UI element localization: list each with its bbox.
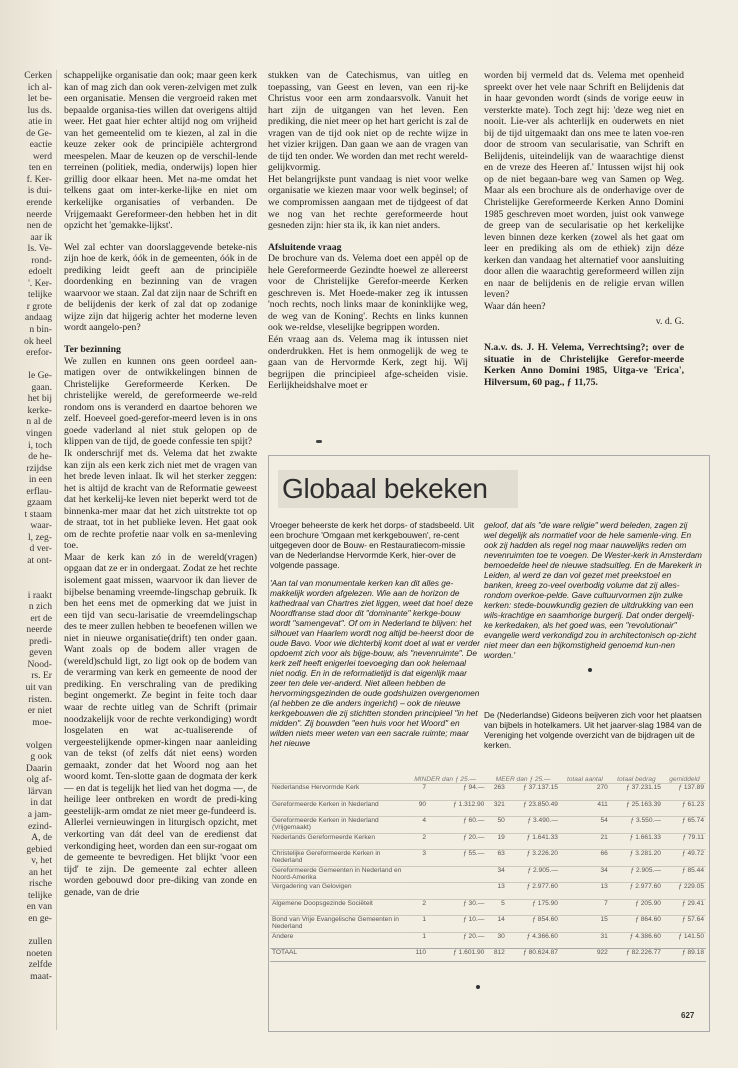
total-count: 34 bbox=[560, 866, 610, 883]
margin-fragment: i, toch bbox=[28, 439, 52, 451]
margin-fragment: f. Ker- bbox=[26, 173, 52, 185]
margin-fragment: nen de bbox=[26, 220, 52, 232]
amount-less: ƒ 30.— bbox=[428, 899, 486, 916]
header-total-count: totaal aantal bbox=[566, 776, 603, 783]
total-amount: ƒ 2.905.— bbox=[610, 866, 663, 883]
table-row bbox=[270, 817, 706, 834]
margin-fragment: a jam- bbox=[27, 809, 52, 820]
count-less bbox=[404, 883, 428, 900]
article-column-3 bbox=[484, 70, 684, 440]
article-column-2 bbox=[268, 70, 468, 440]
count-more: 50 bbox=[486, 817, 507, 834]
divider-mark bbox=[316, 440, 322, 443]
amount-more: ƒ 37.137.15 bbox=[507, 784, 560, 801]
average: ƒ 229.05 bbox=[663, 883, 706, 900]
section-heading: Ter bezinning bbox=[64, 344, 121, 356]
margin-fragment: A, de bbox=[31, 832, 52, 844]
count-more: 34 bbox=[486, 866, 507, 883]
total-count: 411 bbox=[560, 800, 610, 817]
table-row bbox=[270, 850, 706, 867]
church-name: Algemene Doopsgezinde Sociëteit bbox=[270, 899, 404, 916]
church-name: Gereformeerde Gemeenten in Nederland en Noord-Amerika bbox=[270, 866, 404, 883]
amount-more: ƒ 175.90 bbox=[507, 899, 560, 916]
count-less: 4 bbox=[404, 817, 428, 834]
church-name: Gereformeerde Kerken in Nederland (Vrijgemaakt) bbox=[270, 817, 404, 834]
total-amount: ƒ 205.90 bbox=[610, 899, 663, 916]
count-less: 1 bbox=[404, 916, 428, 933]
amount-less: ƒ 1.601.90 bbox=[428, 949, 486, 962]
margin-fragment: ls. Ve- bbox=[27, 243, 52, 255]
church-name: Gereformeerde Kerken in Nederland bbox=[270, 800, 404, 817]
paragraph: stukken van de Catechismus, van uitleg en toepassing, van Geest en leven, van een rij-ke Christus voor een arm zondaarsvolk. Vanuit het hart zijn de uitgangen van het leven. Een prediking, die niet meer op het hart gericht is zal de vragen van de tijd ook niet op de rechte wijze in het vizier krijgen. Dan gaan we aan de vragen van de tijd ten onder. We worden dan met recht wereld-gelijkvormig. bbox=[268, 70, 468, 174]
margin-fragment: n al de bbox=[26, 416, 52, 428]
amount-less: ƒ 94.— bbox=[428, 784, 486, 801]
margin-fragment: rische bbox=[29, 878, 52, 890]
amount-more: ƒ 23.850.49 bbox=[507, 800, 560, 817]
church-name: Nederlandse Hervormde Kerk bbox=[270, 784, 404, 801]
margin-fragment: telijke bbox=[28, 289, 52, 301]
count-more: 14 bbox=[486, 916, 507, 933]
header-more-than-25: MEER dan ƒ 25.— bbox=[495, 776, 551, 783]
margin-fragment: erflau- bbox=[26, 485, 52, 497]
box-left-column bbox=[270, 520, 480, 770]
total-count: 270 bbox=[560, 784, 610, 801]
count-less: 2 bbox=[404, 899, 428, 916]
total-count: 15 bbox=[560, 916, 610, 933]
margin-fragment: rs. Er bbox=[31, 670, 52, 682]
paragraph: We zullen en kunnen ons geen oordeel aan-matigen over de ontwikkelingen binnen de Christelijke Gereformeerde Kerken. De christelijke wereld, de gereformeerde we-reld rondom ons is veranderd en daartoe behoren we zelf. Hoeveel goed-gerefor-meerd leven is in ons goede vaderland al niet stuk gelopen op de klippen van de tijd, de goede confessie ten spijt? bbox=[64, 355, 257, 448]
margin-fragment: geven bbox=[29, 647, 52, 659]
margin-fragment: l, zeg- bbox=[28, 531, 52, 543]
amount-less: ƒ 1.312.90 bbox=[428, 800, 486, 817]
total-amount: ƒ 25.163.39 bbox=[610, 800, 663, 817]
section-heading: Afsluitende vraag bbox=[268, 241, 342, 253]
amount-more: ƒ 3.490.— bbox=[507, 817, 560, 834]
margin-fragment: i raakt bbox=[27, 589, 52, 601]
amount-less: ƒ 10.— bbox=[428, 916, 486, 933]
margin-fragment: predi- bbox=[29, 635, 52, 647]
margin-fragment: kerke- bbox=[27, 404, 52, 416]
amount-more: ƒ 1.641.33 bbox=[507, 833, 560, 850]
average: ƒ 89.18 bbox=[663, 949, 706, 962]
count-more: 5 bbox=[486, 899, 507, 916]
church-header bbox=[270, 776, 404, 784]
margin-fragment bbox=[0, 728, 56, 740]
total-amount: ƒ 82.226.77 bbox=[610, 949, 663, 962]
margin-fragment: n zich bbox=[28, 601, 52, 613]
margin-fragment: werd bbox=[32, 150, 52, 162]
margin-fragment: neerde bbox=[26, 624, 52, 636]
margin-fragment: le Ge- bbox=[28, 370, 52, 382]
margin-fragment: de he- bbox=[28, 451, 52, 463]
margin-fragment: en ge- bbox=[28, 912, 52, 924]
paragraph: Eén vraag aan ds. Velema mag ik intussen niet onderdrukken. Het is hem onmogelijk de weg te gaan van de Hervormde Kerk, zegt hij. Wij begrijpen die principieel afge-scheiden visie. Eerlijkheidshalve moet er bbox=[268, 334, 468, 392]
margin-fragment: waar- bbox=[30, 520, 52, 532]
margin-fragment: eactie bbox=[29, 139, 52, 151]
average: ƒ 137.89 bbox=[663, 784, 706, 801]
average: ƒ 85.44 bbox=[663, 866, 706, 883]
margin-fragment: is dui- bbox=[27, 185, 52, 197]
count-more: 30 bbox=[486, 932, 507, 949]
margin-fragment: Cerken bbox=[24, 70, 52, 81]
header-average: gemiddeld bbox=[669, 776, 700, 783]
gideons-paragraph: De (Nederlandse) Gideons beijveren zich voor het plaatsen van bijbels in hotelkamers. Uit het jaarver-slag 1984 van de Vereniging het volgende overzicht van de bijdragen uit de kerken. bbox=[484, 710, 702, 750]
margin-fragment: andaag bbox=[24, 312, 52, 324]
margin-fragment: er niet bbox=[27, 705, 52, 717]
margin-fragment: ich al- bbox=[27, 81, 52, 93]
margin-fragment: lus ds. bbox=[27, 104, 52, 116]
paragraph: Maar de kerk kan zó in de wereld(vragen) opgaan dat ze er in ondergaat. Zodat ze het rechte isolement gaat missen, waarvoor ik dan liever de bijbelse benaming vreemde-lingschap gebruik. Ik ben het eens met de opmerking dat we juist in een tijd van secu-larisatie de vreemdelingschap des te meer zullen hebben te beoefenen willen we niet in nieuwe organisatie(drift) ten onder gaan. Want zoals op de bodem aller vragen de (wereld)schuld ligt, zo ligt ook op de bodem van de verarming van kerk en gemeente de nood der prediking. En verschraling van de prediking begint ongemerkt. Ze begint in feite toch daar waar de rechte uitleg van de Schrift (primair noodzakelijk voor de rechte verkondiging) wordt losgelaten en wat ac-tualiserende of vergeestelijkende opmer-kingen naar aanleiding van de tekst (of zelfs dát niet eens) worden gemaakt, zonder dat het Woord nog aan het woord komt. Ten-slotte gaan de dogmata der kerk — en dat is tegelijk het lied van het dogma —, de heilige leer ontbreken en wordt de predi-king geestelijk-arm omdat ze niet meer ge-fundeerd is. bbox=[64, 551, 257, 817]
margin-fragment: gzaam bbox=[26, 497, 52, 509]
total-count: 13 bbox=[560, 883, 610, 900]
page-number: 627 bbox=[681, 1011, 695, 1020]
table-header-row bbox=[270, 776, 706, 784]
margin-fragment: ert de bbox=[30, 612, 52, 624]
total-count: 7 bbox=[560, 899, 610, 916]
total-amount: ƒ 4.386.60 bbox=[610, 932, 663, 949]
count-less: 110 bbox=[404, 949, 428, 962]
total-amount: ƒ 2.977.60 bbox=[610, 883, 663, 900]
margin-fragment: vingen bbox=[25, 427, 52, 439]
margin-fragment: noeten bbox=[26, 947, 52, 959]
paragraph: worden bij vermeld dat ds. Velema met openheid spreekt over het vele naar Schrift en Belijdenis dat in haar gevonden wordt (sinds de vorige eeuw in versterkte mate). Toch zegt hij: 'deze weg niet en nooit. Lie-ver als achterlijk en ouderwets en niet bij de tijd uitgemaakt dan ons mee te laten voe-ren door de stroom van secularisatie, van Schrift en Belijdenis, uiteindelijk van de waarachtige dienst en de vreze des Heeren af.' Intussen wijst hij ook op de niet begaan-bare weg van Samen op Weg. Maar als een brochure als de onderhavige over de Christelijke Gereformeerde Kerken Anno Domini 1985 geschreven moet worden, juist ook vanwege de greep van de secularisatie op het kerkelijke leven binnen deze kerken (zowel als het gaat om leer en prediking als om de ethiek) zijn déze kerken dan vandaag het alternatief voor aansluiting door allen die waarachtig gereformeerd willen zijn en naar de belijdenis en de religie ervan willen leven? bbox=[484, 70, 684, 301]
margin-fragment: ten en bbox=[28, 162, 52, 174]
amount-less bbox=[428, 883, 486, 900]
margin-fragment: neerde bbox=[26, 208, 52, 220]
count-more: 63 bbox=[486, 850, 507, 867]
church-name: Bond van Vrije Evangelische Gemeenten in Nederland bbox=[270, 916, 404, 933]
margin-fragment: in dat bbox=[30, 797, 52, 809]
average: ƒ 141.50 bbox=[663, 932, 706, 949]
margin-fragment: d ver- bbox=[29, 543, 52, 555]
average: ƒ 49.72 bbox=[663, 850, 706, 867]
amount-more: ƒ 4.366.60 bbox=[507, 932, 560, 949]
total-count: 922 bbox=[560, 949, 610, 962]
margin-fragment: gebied bbox=[26, 843, 52, 855]
margin-fragment: Daarin bbox=[25, 762, 52, 774]
margin-fragment: het bij bbox=[27, 393, 52, 405]
margin-fragment: let be- bbox=[27, 93, 52, 105]
article-column-1 bbox=[64, 70, 257, 1030]
margin-fragment: gaan. bbox=[31, 381, 52, 393]
header-less-than-25: MINDER dan ƒ 25.— bbox=[414, 776, 477, 783]
count-less bbox=[404, 866, 428, 883]
paragraph: De brochure van ds. Velema doet een appèl op de hele Gereformeerde Gezindte hoewel ze allereerst voor de Christelijke Gerefor-meerde Kerken geschreven is. Met Hoede-maker zeg ik intussen 'noch rechts, noch links maar de koninklijke weg, de weg van de Koning'. Rechts en links kunnen ook we-reldse, vleselijke begrippen worden. bbox=[268, 253, 468, 334]
church-name: TOTAAL bbox=[270, 949, 404, 962]
table-row bbox=[270, 833, 706, 850]
margin-fragment: aar ik bbox=[30, 231, 52, 243]
box-quote-continued: geloof, dat als "de ware religie" werd beleden, zagen zij wel degelijk als normatief voor de hele samenle-ving. En ook zij hadden als regel nog maar nauwelijks reden om nevenruimten toe te voegen. De Wester-kerk in Amsterdam bemoedelde heel de nieuwe stadsuitleg. En de Marekerk in Leiden, al werd ze dan vol gezet met preekstoel en banken, kreeg zo-veel overbodig volume dat zij alles-rondom overkoe-pelde. Gave cultuurvormen zijn zulke kerken: stede-bouwkundig gezien de uitdrukking van een wils-krachtige en saamhorige burgerij. Dat onder dergelij-ke kerkedaken, als het goed was, een "revolutionair" evangelie werd verkondigd zou in architectonisch op-zicht niet meer dan een bijkomstigheid genoemd kun-nen worden.' bbox=[484, 520, 702, 660]
book-reference: N.a.v. ds. J. H. Velema, Verrechtsing?; over de situatie in de Christelijke Gerefor-meerde Kerken Anno Domini 1985, Uitga-ve 'Erica', Hilversum, 60 pag., ƒ 11,75. bbox=[484, 342, 684, 388]
count-less: 2 bbox=[404, 833, 428, 850]
margin-fragment bbox=[0, 567, 56, 579]
margin-fragment bbox=[0, 359, 56, 371]
count-less: 7 bbox=[404, 784, 428, 801]
margin-fragment: telijke bbox=[28, 889, 52, 901]
margin-fragment: ok heel bbox=[24, 335, 52, 347]
margin-fragment: en van bbox=[26, 901, 52, 913]
table-row bbox=[270, 899, 706, 916]
total-count: 21 bbox=[560, 833, 610, 850]
margin-fragment: at ont- bbox=[27, 554, 52, 566]
count-more: 19 bbox=[486, 833, 507, 850]
paragraph: Het belangrijkste punt vandaag is niet voor welke organisatie we kiezen maar voor welk beginsel; of we compromissen aangaan met de tijdgeest of dat we nog van het rechte gereformeerde hout gesneden zijn: hier sta ik, ik kan niet anders. bbox=[268, 173, 468, 232]
amount-more: ƒ 3.226.20 bbox=[507, 850, 560, 867]
margin-fragment: n bin- bbox=[29, 324, 52, 336]
average: ƒ 79.11 bbox=[663, 833, 706, 850]
amount-more: ƒ 854.60 bbox=[507, 916, 560, 933]
amount-less bbox=[428, 866, 486, 883]
paragraph: Wel zal echter van doorslaggevende beteke-nis zijn hoe de kerk, óók in de gemeenten, óók in de prediking leidt geeft aan de principiële doordenking en bezinning van de vragen waarvoor we staan. Zal dat zijn naar de Schrift en de belijdenis der kerk of zal dat op zodanige wijze zijn dat hijgerig achter het moderne leven wordt aangelo-pen? bbox=[64, 241, 257, 334]
margin-fragment: lärvan bbox=[28, 785, 52, 797]
previous-page-margin-fragments bbox=[0, 70, 57, 1030]
total-amount: ƒ 864.60 bbox=[610, 916, 663, 933]
margin-fragment: '. Ker- bbox=[28, 277, 52, 289]
paragraph: Ik onderschrijf met ds. Velema dat het zwakte kan zijn als een kerk zich niet met de vragen van het brede leven inlaat. Ik wil het sterker zeggen: het is altijd de kracht van de Reformatie geweest dat het kerkelij-ke leven niet beperkt werd tot de binnenka-mer maar dat het zich uitstrekte tot op de straat, tot in het publieke leven. Het gaat ook om de rechte profetie naar volk en sa-menleving toe. bbox=[64, 447, 257, 552]
margin-fragment: moe- bbox=[32, 716, 52, 728]
box-right-column bbox=[484, 520, 702, 770]
margin-fragment: rzijdse bbox=[26, 462, 52, 474]
church-name: Andere bbox=[270, 932, 404, 949]
box-intro: Vroeger beheerste de kerk het dorps- of stadsbeeld. Uit een brochure 'Omgaan met kerkgebouwen', re-cent uitgegeven door de Bouw- en Restauratiecom-missie van de Nederlandse Hervormde Kerk, hier-over de volgende passage. bbox=[270, 520, 475, 570]
table-row bbox=[270, 932, 706, 949]
bullet-mark bbox=[588, 668, 592, 672]
total-count: 66 bbox=[560, 850, 610, 867]
amount-less: ƒ 55.— bbox=[428, 850, 486, 867]
count-more: 13 bbox=[486, 883, 507, 900]
table-total-row bbox=[270, 949, 706, 962]
margin-fragment: risten. bbox=[28, 693, 52, 705]
margin-fragment: erende bbox=[26, 197, 52, 209]
amount-more: ƒ 2.905.— bbox=[507, 866, 560, 883]
amount-more: ƒ 80.624.87 bbox=[507, 949, 560, 962]
paragraph: schappelijke organisatie dan ook; maar geen kerk kan of mag zich dan ook veren-zelvigen met zulk een organisatie. Mensen die vergroeid raken met bepaalde organisa-ties willen dat overigens altijd weer. Het gaat hier echter altijd nog om vrijheid van het gemeentelid om te kiezen, al zal in die keuze zeker ook de principiële achtergrond meespelen. Maar de keuzen op de verschil-lende terreinen (politiek, media, onderwijs) lopen hier grillig door elkaar heen. Met na-me omdat het telkens gaat om inter-kerke-lijke en niet om kerkelijke organisaties of verbanden. De Vrijgemaakt Gereformeer-den hebben het in dit opzicht het 'gemakke-lijkst'. bbox=[64, 70, 257, 232]
table-row bbox=[270, 866, 706, 883]
total-amount: ƒ 37.231.15 bbox=[610, 784, 663, 801]
margin-fragment: g ook bbox=[30, 751, 52, 763]
margin-fragment: an het bbox=[28, 866, 52, 878]
margin-fragment: v, het bbox=[31, 855, 52, 867]
average: ƒ 61.23 bbox=[663, 800, 706, 817]
church-name: Vergadering van Gelovigen bbox=[270, 883, 404, 900]
count-less: 3 bbox=[404, 850, 428, 867]
margin-fragment: uit van bbox=[25, 681, 52, 693]
box-quote: 'Aan tal van monumentale kerken kan dit alles ge-makkelijk worden afgelezen. Wie aan de horizon de kathedraal van Chartres ziet liggen, weet dat hoe! deze Noordfranse stad door dit "dominante" kerkge-bouw wordt "samengevat". Of om in Nederland te blijven: het silhouet van Haarlem wordt nog altijd be-heerst door de oude Bavo. Voor wie dichterbij komt doet al wat er verder opdoemt zich voor als bijge-bouw, als "nevenruimte". De kerk zelf heeft enigerlei toevoeging dan ook helemaal niet nodig. En in de reformatietijd is dat eigenlijk maar zeer ten dele ver-anderd. Niet alleen hebben de hervormingsgezinden de oude godshuizen overgenomen (al hebben ze die anders ingericht) – ook de nieuwe kerkgebouwen die zij stichtten stonden principieel "in het midden". Zij bouwden "een huis voor het Woord" en wilden niets meer weten van een sacrale ruimte; maar het nieuwe bbox=[270, 578, 480, 748]
margin-fragment: zelfde bbox=[28, 959, 52, 971]
margin-fragment: ezind- bbox=[28, 820, 52, 832]
total-amount: ƒ 1.661.33 bbox=[610, 833, 663, 850]
total-count: 31 bbox=[560, 932, 610, 949]
margin-fragment: de Ge- bbox=[26, 127, 52, 139]
margin-fragment: r grote bbox=[26, 300, 52, 312]
count-more: 263 bbox=[486, 784, 507, 801]
bullet-mark bbox=[476, 985, 480, 989]
paragraph: Allerlei vernieuwingen in liturgisch opzicht, met verkorting van dát deel van de eredienst dat verkondiging heet, worden dan een sur-rogaat om de gemeente te bevredigen. Het blijkt 'voor een tijd' te zijn. De gemeente zal echter alleen worden gebouwd door pre-diking van zonde en genade, van de drie bbox=[64, 817, 257, 898]
church-name: Nederlands Gereformeerde Kerken bbox=[270, 833, 404, 850]
table-row bbox=[270, 916, 706, 933]
margin-fragment: in een bbox=[28, 474, 52, 486]
header-total-amount: totaal bedrag bbox=[617, 776, 656, 783]
count-more: 812 bbox=[486, 949, 507, 962]
margin-fragment: maat- bbox=[30, 970, 52, 982]
amount-less: ƒ 60.— bbox=[428, 817, 486, 834]
margin-fragment: volgen bbox=[25, 739, 52, 751]
author-signature: v. d. G. bbox=[655, 316, 684, 328]
average: ƒ 65.74 bbox=[663, 817, 706, 834]
table-row bbox=[270, 883, 706, 900]
margin-fragment: rond- bbox=[31, 254, 52, 266]
margin-fragment bbox=[0, 924, 56, 936]
closing-question: Waar dán heen? bbox=[484, 300, 546, 312]
margin-fragment: zullen bbox=[28, 936, 52, 948]
box-title: Globaal bekeken bbox=[282, 473, 488, 504]
margin-fragment: atie in bbox=[28, 116, 52, 128]
amount-more: ƒ 2.977.60 bbox=[507, 883, 560, 900]
amount-less: ƒ 20.— bbox=[428, 932, 486, 949]
margin-fragment bbox=[0, 578, 56, 590]
count-less: 1 bbox=[404, 932, 428, 949]
margin-fragment: erefor- bbox=[26, 347, 52, 359]
margin-fragment: t staam bbox=[24, 508, 52, 520]
gideons-contributions-table bbox=[270, 776, 706, 962]
total-amount: ƒ 3.281.20 bbox=[610, 850, 663, 867]
total-amount: ƒ 3.550.— bbox=[610, 817, 663, 834]
margin-fragment: olg af- bbox=[26, 774, 52, 786]
count-less: 90 bbox=[404, 800, 428, 817]
margin-fragment: Nood- bbox=[27, 658, 52, 670]
church-name: Christelijke Gereformeerde Kerken in Nederland bbox=[270, 850, 404, 867]
count-more: 321 bbox=[486, 800, 507, 817]
table-row bbox=[270, 800, 706, 817]
table-row bbox=[270, 784, 706, 801]
average: ƒ 29.41 bbox=[663, 899, 706, 916]
average: ƒ 57.64 bbox=[663, 916, 706, 933]
margin-fragment: edoelt bbox=[28, 266, 52, 278]
total-count: 54 bbox=[560, 817, 610, 834]
amount-less: ƒ 20.— bbox=[428, 833, 486, 850]
